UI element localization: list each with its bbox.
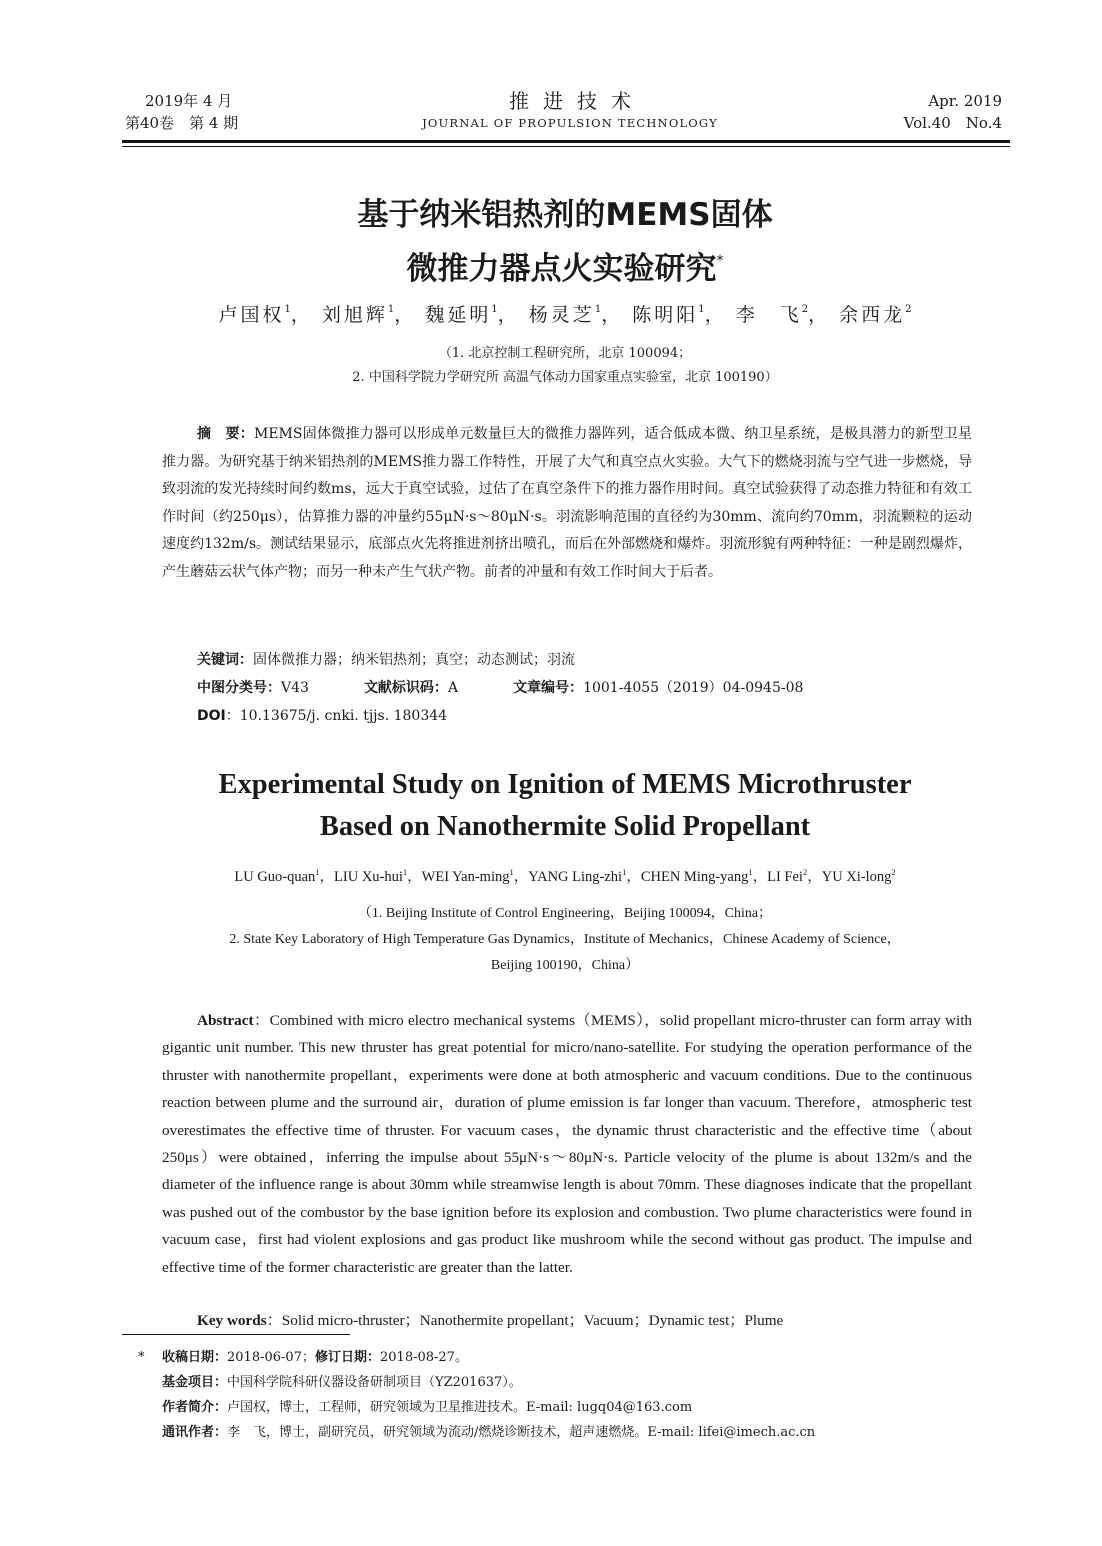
en-authors — [120, 860, 1010, 889]
footnote-fund — [162, 1370, 962, 1395]
corr-label: 通讯作者： — [162, 1425, 228, 1440]
en-affiliations — [150, 901, 980, 979]
header-rule-thick — [122, 140, 1010, 143]
header-volume-cn: 第40卷 第 4 期 — [125, 114, 239, 132]
cn-title-footnote-mark: * — [716, 253, 724, 269]
cn-affiliations — [150, 342, 980, 390]
cn-title — [150, 192, 980, 292]
en-affiliation-3: Beijing 100190，China） — [490, 958, 640, 973]
en-author-aff: 1 — [315, 867, 320, 877]
en-affiliation-2: 2. State Key Laboratory of High Temperature Gas Dynamics，Institute of Mechanics，Chinese Academy of Science， — [229, 932, 901, 947]
en-abstract — [162, 1007, 972, 1281]
cn-keywords-label: 关键词： — [197, 652, 253, 668]
doc-code-label: 文献标识码： — [363, 680, 448, 696]
header-left — [125, 90, 238, 134]
cn-author-sep: ， — [497, 304, 520, 326]
en-author-sep: ， — [626, 869, 641, 885]
header-rule-thin — [122, 146, 1010, 147]
en-title-line1: Experimental Study on Ignition of MEMS Microthruster — [218, 769, 912, 800]
doc-code-value: A — [447, 680, 459, 696]
cn-keywords — [197, 648, 575, 672]
cn-author: 陈明阳 — [632, 304, 699, 326]
cn-author: 李 飞 — [735, 304, 802, 326]
doi — [197, 704, 447, 728]
en-author-aff: 1 — [402, 867, 408, 877]
cn-title-line1: 基于纳米铝热剂的MEMS固体 — [357, 197, 773, 233]
header-volume-en: Vol.40 No.4 — [903, 114, 1002, 132]
en-abstract-text: Combined with micro electro mechanical systems（MEMS），solid propellant micro-thruster can form array with gigantic unit number. This new thruster has great potential for micro/nano-satellite. For studying the operation performance of the thruster with nanothermite propellant，experiments were done at both atmospheric and vacuum conditions. Due to the continuous reaction between plume and the surround air，duration of plume emission is far longer than vacuum. Therefore，atmospheric test overestimates the effective time of thruster. For vacuum cases，the dynamic thrust characteristic and the effective time（about 250μs）were obtained，inferring the impulse about 55μN·s～80μN·s. Particle velocity of the plume is about 132m/s and the diameter of the influence range is about 30mm while streamwise length is about 70mm. These diagnoses indicate that the propellant was pushed out of the combustor by the base ignition before its explosion and combustion. Two plume characteristics were found in vacuum case，first had violent explosions and gas product like mushroom while the second without gas product. The impulse and effective time of the former characteristic are greater than the latter. — [162, 1012, 973, 1276]
en-author: WEI Yan-ming — [421, 869, 510, 885]
cn-author: 杨灵芝 — [528, 304, 595, 326]
cn-affiliation-1: （1. 北京控制工程研究所，北京 100094； — [438, 346, 692, 361]
footnote-corresponding — [162, 1420, 962, 1445]
en-author-aff: 2 — [891, 867, 896, 877]
en-author: LI Fei — [767, 869, 803, 885]
cn-classification — [197, 676, 977, 700]
cn-author-aff: 2 — [905, 304, 912, 315]
bio-value: 卢国权，博士，工程师，研究领域为卫星推进技术。E-mail: lugq04@163.com — [227, 1400, 693, 1415]
en-abstract-colon: ： — [253, 1012, 270, 1029]
en-author-sep: ， — [513, 869, 529, 885]
cn-author-sep: ， — [394, 304, 417, 326]
header-journal — [400, 88, 740, 132]
clc-label: 中图分类号： — [197, 680, 281, 696]
cn-author: 余西龙 — [839, 304, 906, 326]
footnote-dates — [162, 1345, 962, 1370]
en-keywords-colon: ： — [266, 1312, 282, 1329]
cn-keywords-text: 固体微推力器；纳米铝热剂；真空；动态测试；羽流 — [253, 652, 575, 668]
en-author-sep: ， — [407, 869, 422, 885]
cn-author-sep: ， — [808, 304, 831, 326]
journal-name-en: JOURNAL OF PROPULSION TECHNOLOGY — [422, 116, 718, 130]
cn-author-sep: ， — [290, 304, 313, 326]
article-no-value: 1001-4055（2019）04-0945-08 — [583, 680, 804, 696]
cn-authors — [120, 296, 1010, 329]
en-author-aff: 1 — [509, 867, 514, 877]
en-author-aff: 1 — [622, 867, 627, 877]
en-author: YU Xi-long — [821, 869, 892, 885]
header-right — [904, 90, 1002, 134]
cn-author-aff: 1 — [698, 304, 705, 315]
cn-abstract-text: MEMS固体微推力器可以形成单元数量巨大的微推力器阵列，适合低成本微、纳卫星系统，是极具潜力的新型卫星推力器。为研究基于纳米铝热剂的MEMS推力器工作特性，开展了大气和真空点火实验。大气下的燃烧羽流与空气进一步燃烧，导致羽流的发光持续时间约数ms，远大于真空试验，过估了在真空条件下的推力器作用时间。真空试验获得了动态推力特征和有效工作时间（约250μs），估算推力器的冲量约55μN·s～80μN·s。羽流影响范围的直径约为30mm、流向约70mm，羽流颗粒的运动速度约132m/s。测试结果显示，底部点火先将推进剂挤出喷孔，而后在外部燃烧和爆炸。羽流形貌有两种特征：一种是剧烈爆炸，产生蘑菇云状气体产物；而另一种未产生气状产物。前者的冲量和有效工作时间大于后者。 — [162, 426, 972, 580]
en-keywords-text: Solid micro-thruster；Nanothermite propellant；Vacuum；Dynamic test；Plume — [281, 1312, 784, 1329]
cn-author-sep: ， — [601, 304, 624, 326]
revised-label: 修订日期： — [314, 1350, 380, 1365]
header-date-cn: 2019年 4 月 — [145, 92, 233, 110]
received-label: 收稿日期： — [162, 1350, 228, 1365]
en-author-sep: ， — [752, 869, 768, 885]
cn-author-aff: 1 — [387, 304, 395, 315]
cn-author: 刘旭辉 — [321, 304, 388, 326]
header-date-en: Apr. 2019 — [928, 92, 1002, 110]
clc-value: V43 — [281, 680, 309, 696]
article-no-label: 文章编号： — [513, 680, 584, 696]
doi-label: DOI — [197, 708, 226, 724]
en-title — [130, 764, 1000, 848]
en-author: CHEN Ming-yang — [640, 869, 749, 885]
en-author-sep: ， — [319, 869, 335, 885]
revised-value: 2018-08-27。 — [380, 1350, 468, 1365]
en-author: LIU Xu-hui — [334, 869, 403, 885]
en-author: YANG Ling-zhi — [528, 869, 623, 885]
cn-author: 卢国权 — [218, 304, 285, 326]
cn-author-aff: 2 — [801, 304, 809, 315]
corr-value: 李 飞，博士，副研究员，研究领域为流动/燃烧诊断技术，超声速燃烧。E-mail: lifei@imech.ac.cn — [227, 1425, 816, 1440]
cn-author: 魏延明 — [425, 304, 492, 326]
en-keywords-label: Key words — [197, 1312, 267, 1329]
en-keywords — [197, 1308, 783, 1334]
fund-label: 基金项目： — [162, 1375, 228, 1390]
cn-abstract — [162, 421, 972, 587]
footnotes — [138, 1345, 962, 1445]
doi-value: ：10.13675/j. cnki. tjjs. 180344 — [225, 708, 448, 724]
footnote-star: * — [138, 1350, 145, 1365]
en-abstract-label: Abstract — [197, 1012, 254, 1029]
en-author-aff: 2 — [802, 867, 808, 877]
en-title-line2: Based on Nanothermite Solid Propellant — [319, 811, 811, 842]
received-value: 2018-06-07； — [227, 1350, 315, 1365]
cn-affiliation-2: 2. 中国科学院力学研究所 高温气体动力国家重点实验室，北京 100190） — [352, 370, 778, 385]
cn-abstract-label: 摘 要： — [197, 426, 254, 442]
cn-author-sep: ， — [704, 304, 727, 326]
cn-author-aff: 1 — [284, 304, 291, 315]
footnote-bio — [162, 1395, 962, 1420]
en-affiliation-1: （1. Beijing Institute of Control Engineering，Beijing 100094，China； — [357, 906, 773, 921]
cn-title-line2: 微推力器点火实验研究 — [406, 251, 717, 287]
fund-value: 中国科学院科研仪器设备研制项目（YZ201637）。 — [227, 1375, 522, 1390]
cn-author-aff: 1 — [594, 304, 602, 315]
journal-name-cn: 推进技术 — [509, 89, 645, 113]
footnote-rule — [122, 1334, 350, 1335]
en-author: LU Guo-quan — [234, 869, 316, 885]
en-author-aff: 1 — [748, 867, 753, 877]
bio-label: 作者简介： — [162, 1400, 228, 1415]
cn-author-aff: 1 — [491, 304, 498, 315]
en-author-sep: ， — [807, 869, 822, 885]
